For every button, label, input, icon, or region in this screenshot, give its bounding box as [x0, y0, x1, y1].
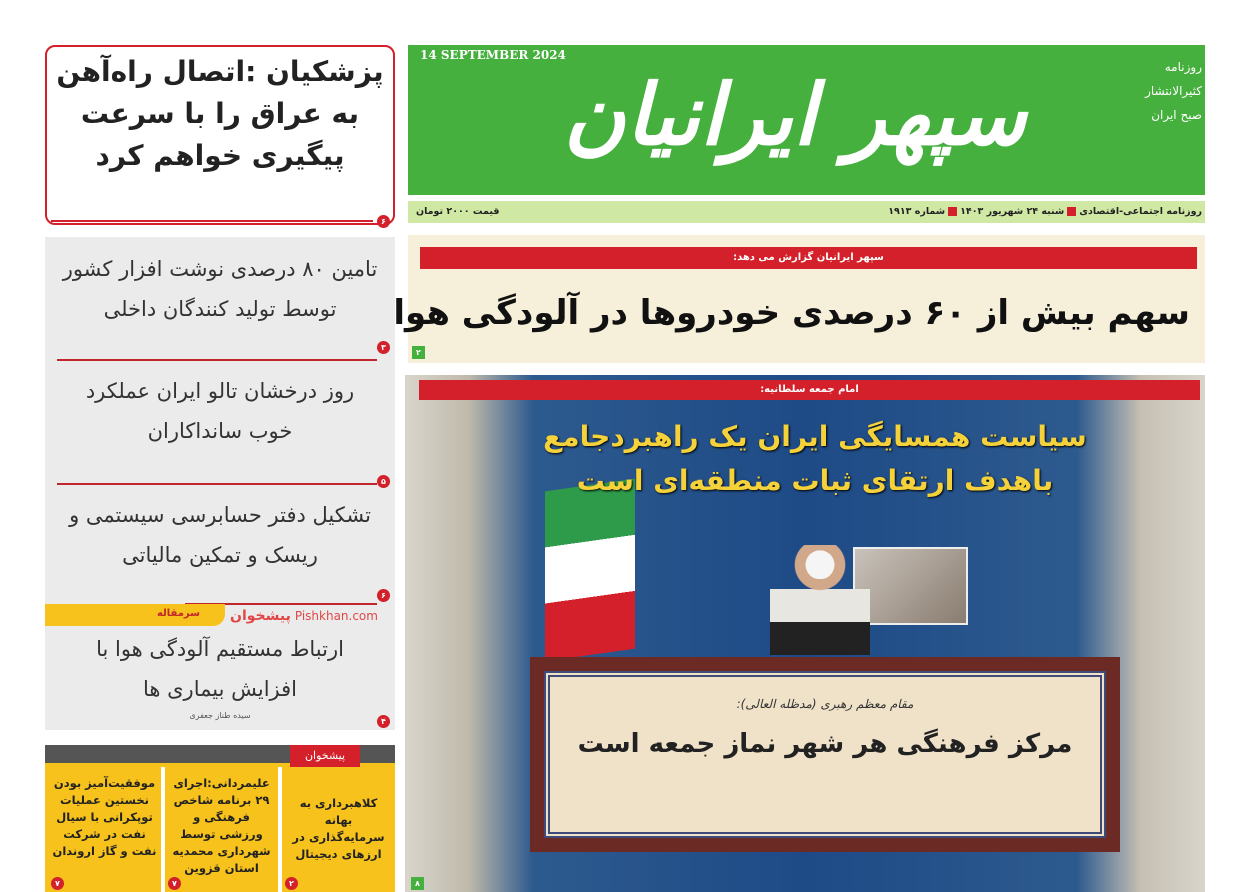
news-item[interactable]: تشکیل دفتر حسابرسی سیستمی و ریسک و تمکین مالیاتی: [69, 503, 371, 567]
photo-kicker: امام جمعه سلطانیه:: [419, 380, 1200, 400]
divider: [51, 220, 373, 222]
page-number: ۲: [285, 877, 298, 890]
divider: [278, 767, 282, 892]
issue-date: شنبه ۲۴ شهریور ۱۴۰۳: [960, 206, 1065, 217]
pishkhan-item[interactable]: علیمردانی:اجرای ۲۹ برنامه شاخص فرهنگی و ورزشی توسط شهرداری محمدیه استان قزوین: [172, 776, 271, 875]
pulpit-banner: [530, 657, 1120, 852]
main-headline[interactable]: [393, 235, 1205, 363]
lead-photo[interactable]: [405, 375, 1205, 892]
pishkhan-item[interactable]: کلاهبرداری به بهانه سرمایه‌گذاری در ارزهای دیجیتال: [292, 796, 385, 861]
page-number: ۴: [377, 715, 390, 728]
newspaper-logo: سپهر ایرانیان: [563, 65, 1027, 164]
page-number: ۸: [411, 877, 424, 890]
page-number: ۷: [168, 877, 181, 890]
news-item[interactable]: تامین ۸۰ درصدی نوشت افزار کشور توسط تولید کنندگان داخلی: [62, 257, 378, 321]
top-story-title: پزشکیان :اتصال راه‌آهن به عراق را با سرعت پیگیری خواهم کرد: [56, 55, 384, 172]
separator-square: [948, 207, 957, 216]
divider: [57, 359, 377, 361]
page-number: ۶: [377, 589, 390, 602]
banner-quote: مرکز فرهنگی هر شهر نماز جمعه است: [577, 729, 1073, 759]
paper-type: روزنامه اجتماعی-اقتصادی: [1079, 206, 1202, 217]
masthead-info-strip: [408, 201, 1205, 223]
speaker-figure: [770, 545, 870, 655]
pishkhan-section: [45, 745, 395, 892]
photo-headline: سیاست همسایگی ایران یک راهبردجامع باهدف ارتقای ثبات منطقه‌ای است: [543, 420, 1087, 497]
editorial-tag: سرمقاله: [45, 604, 225, 626]
tagline-line: صبح ایران: [1151, 108, 1202, 122]
price: قیمت ۲۰۰۰ تومان: [416, 206, 500, 217]
separator-square: [1067, 207, 1076, 216]
page-number: ۳: [377, 341, 390, 354]
masthead-date: 14 SEPTEMBER 2024: [420, 48, 566, 62]
page-number: ۷: [51, 877, 64, 890]
page-number: ۵: [377, 475, 390, 488]
pishkhan-label: پیشخوان: [290, 745, 360, 767]
watermark: [230, 606, 378, 626]
divider: [161, 767, 165, 892]
iran-flag: [545, 479, 635, 662]
page-number: ۲: [412, 346, 425, 359]
headline-title: سهم بیش از ۶۰ درصدی خودروها در آلودگی هوا: [393, 293, 1190, 333]
headline-kicker: سپهر ایرانیان گزارش می دهد:: [420, 247, 1197, 269]
tagline-line: روزنامه: [1164, 60, 1202, 74]
masthead-tagline: [1130, 55, 1202, 127]
page-number: ۶: [377, 215, 390, 228]
watermark-logo: پیشخوان: [230, 608, 291, 624]
editorial-author: سیده طناز جعفری: [189, 711, 251, 720]
banner-quote-source: مقام معظم رهبری (مدظله العالی):: [736, 697, 914, 711]
divider: [57, 483, 377, 485]
portrait-frame: [853, 547, 968, 625]
pishkhan-item[interactable]: موفقیت‌آمیز بودن نخستین عملیات توپکرانی با سیال نفت در شرکت نفت و گاز اروندان: [52, 776, 157, 858]
news-item[interactable]: روز درخشان تالو ایران عملکرد خوب سانداکاران: [85, 379, 355, 443]
left-news-column: [45, 237, 395, 730]
editorial-title[interactable]: ارتباط مستقیم آلودگی هوا با افزایش بیماری ها: [96, 637, 344, 701]
top-story[interactable]: [45, 45, 395, 225]
tagline-line: کثیرالانتشار: [1145, 84, 1202, 98]
issue-number: شماره ۱۹۱۳: [888, 206, 946, 217]
watermark-url: Pishkhan.com: [294, 609, 378, 623]
